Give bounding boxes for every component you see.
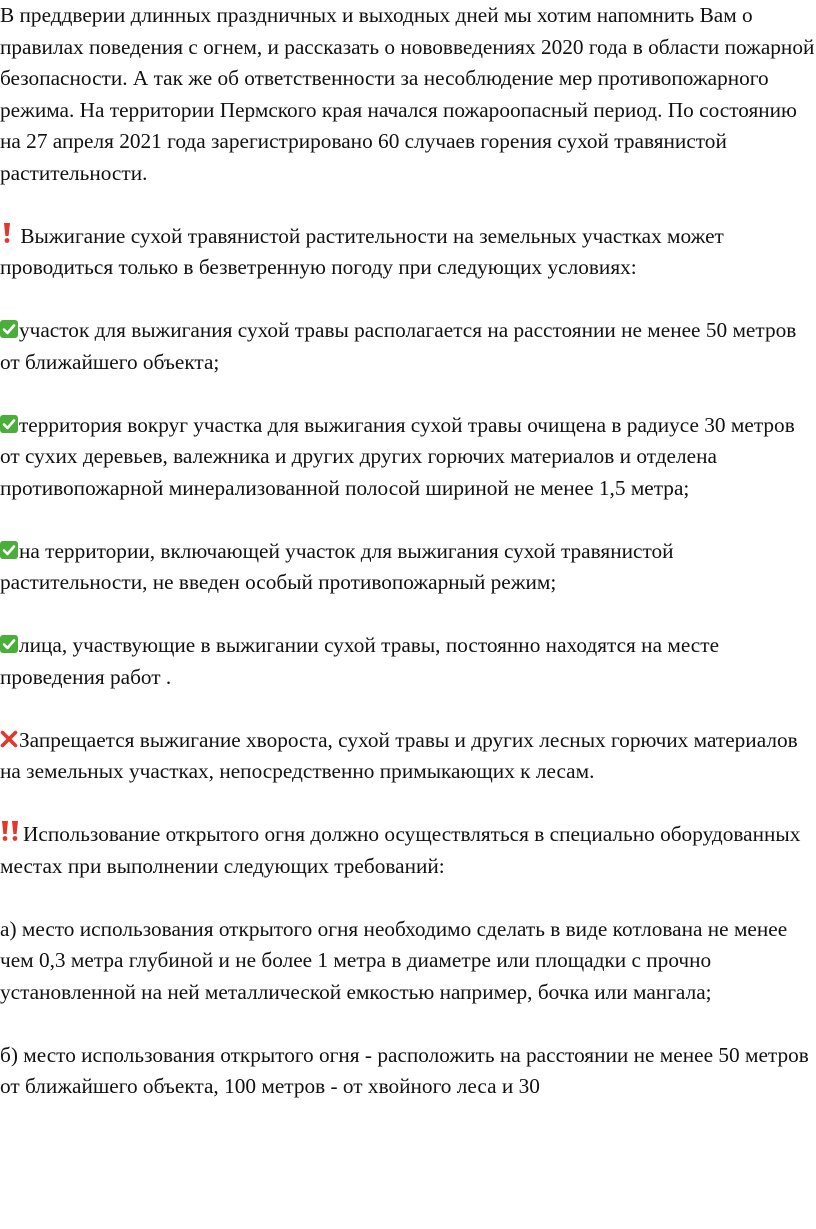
checkmark-icon	[0, 635, 18, 653]
double-exclamation-icon	[0, 824, 22, 842]
exclamation-icon	[0, 226, 14, 244]
paragraph-burning-conditions	[0, 221, 816, 284]
paragraph-text: Выжигание сухой травянистой растительности на земельных участках может проводиться только в безветренную погоду при следующих условиях:	[0, 223, 724, 279]
paragraph-text: Запрещается выжигание хвороста, сухой травы и других лесных горючих материалов на земельных участках, непосредственно примыкающих к лесам.	[0, 727, 798, 783]
paragraph-prohibition	[0, 725, 816, 788]
paragraph-open-fire	[0, 819, 816, 882]
paragraph-text: лица, участвующие в выжигании сухой травы, постоянно находятся на месте проведения работ .	[0, 633, 720, 689]
cross-icon	[0, 730, 18, 748]
checkmark-icon	[0, 541, 18, 559]
checkmark-icon	[0, 320, 18, 338]
paragraph-condition-4	[0, 630, 816, 693]
paragraph-condition-2	[0, 410, 816, 505]
paragraph-condition-3	[0, 536, 816, 599]
paragraph-text: б) место использования открытого огня - расположить на расстоянии не менее 50 метров от ближайшего объекта, 100 метров - от хвойного леса и 30	[0, 1042, 809, 1098]
paragraph-requirement-a	[0, 914, 816, 1009]
paragraph-text: территория вокруг участка для выжигания сухой травы очищена в радиусе 30 метров от сухих деревьев, валежника и других других горючих материалов и отделена противопожарной минерализованной полосой шириной не менее 1,5 метра;	[0, 412, 795, 500]
paragraph-text: В преддверии длинных праздничных и выходных дней мы хотим напомнить Вам о правилах поведения с огнем, и рассказать о нововведениях 2020 года в области пожарной безопасности. А так же об ответственности за несоблюдение мер противопожарного режима. На территории Пермского края начался пожароопасный период. По состоянию на 27 апреля 2021 года зарегистрировано 60 случаев горения сухой травянистой растительности.	[0, 3, 815, 185]
paragraph-text: на территории, включающей участок для выжигания сухой травянистой растительности, не введен особый противопожарный режим;	[0, 538, 674, 594]
paragraph-text: а) место использования открытого огня необходимо сделать в виде котлована не менее чем 0,3 метра глубиной и не более 1 метра в диаметре или площадки с прочно установленной на ней металлической емкостью например, бочка или мангала;	[0, 916, 788, 1004]
paragraph-intro	[0, 0, 816, 189]
paragraph-requirement-b	[0, 1040, 816, 1103]
paragraph-text: участок для выжигания сухой травы располагается на расстоянии не менее 50 метров от ближайшего объекта;	[0, 318, 797, 374]
paragraph-text: Использование открытого огня должно осуществляться в специально оборудованных местах при выполнении следующих требований:	[0, 822, 801, 878]
checkmark-icon	[0, 415, 18, 433]
paragraph-condition-1	[0, 315, 816, 378]
